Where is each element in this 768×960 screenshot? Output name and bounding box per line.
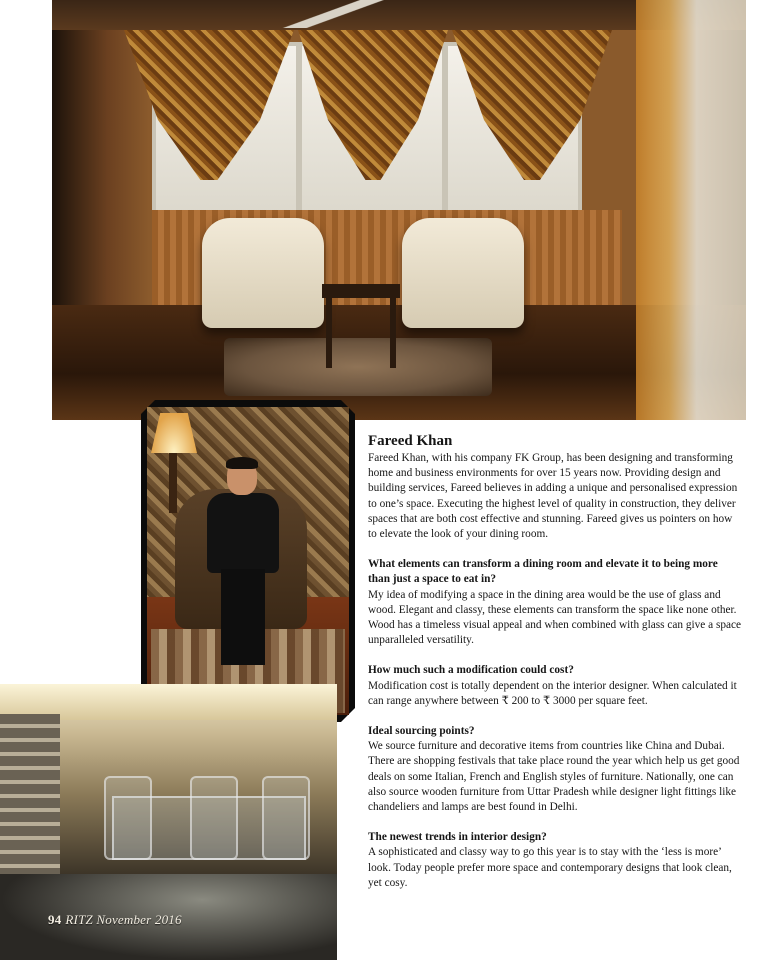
table-leg bbox=[390, 296, 396, 368]
table-lamp bbox=[151, 413, 197, 453]
seated-man bbox=[207, 459, 279, 659]
answer-paragraph: A sophisticated and classy way to go this year is to stay with the ‘less is more’ look. Today people prefer more space and contemporary designs that look clean, yet cosy. bbox=[368, 846, 732, 889]
intro-paragraph: Fareed Khan, with his company FK Group, has been designing and transforming home and business environments for over 15 years now. Providing design and building services, Fareed believes in adding a unique and personalised expression to one’s space. Executing the highest level of quality in construction, they deliver spaces that are both cost effective and stunning. Fareed gives us pointers on how to elevate the look of your dining room. bbox=[368, 452, 738, 541]
question-heading: The newest trends in interior design? bbox=[368, 831, 547, 844]
lamp-stand bbox=[169, 453, 177, 513]
ceiling-fan bbox=[264, 0, 424, 28]
hair bbox=[226, 457, 258, 469]
answer-paragraph: We source furniture and decorative items from countries like China and Dubai. There are shopping festivals that take place round the year which help us get good deals on some Italian, French and English styles of furniture. Nationally, one can also source wooden furniture from Uttar Pradesh while designer light fittings like chandeliers and lamps are best found in Delhi. bbox=[368, 740, 740, 814]
table-leg bbox=[326, 296, 332, 368]
question-heading: Ideal sourcing points? bbox=[368, 725, 475, 738]
acrylic-chair bbox=[262, 776, 310, 860]
glass-wall-curtain bbox=[636, 0, 746, 420]
answer-paragraph: Modification cost is totally dependent on the interior designer. When calculated it can range anywhere between ₹ 200 to ₹ 3000 per square feet. bbox=[368, 679, 737, 707]
acrylic-chair bbox=[190, 776, 238, 860]
armchair-left bbox=[202, 218, 324, 328]
page-number: 94 bbox=[48, 912, 62, 927]
chess-table bbox=[322, 284, 400, 298]
suit bbox=[207, 493, 279, 573]
article-column bbox=[368, 432, 742, 891]
magazine-issue: RITZ November 2016 bbox=[65, 912, 182, 927]
question-heading: How much such a modification could cost? bbox=[368, 664, 574, 677]
page-folio bbox=[48, 912, 182, 928]
portrait-photo bbox=[147, 407, 349, 715]
shelf-unit bbox=[0, 714, 60, 894]
question-heading: What elements can transform a dining room and elevate it to being more than just a space to eat in? bbox=[368, 558, 718, 586]
legs bbox=[221, 569, 265, 665]
shag-rug bbox=[224, 338, 492, 396]
living-room-photo bbox=[52, 0, 746, 420]
article-title: Fareed Khan bbox=[368, 433, 453, 449]
armchair-right bbox=[402, 218, 524, 328]
acrylic-chair bbox=[104, 776, 152, 860]
answer-paragraph: My idea of modifying a space in the dining area would be the use of glass and wood. Elegant and classy, these elements can transform the space like none other. Wood has a timeless visual appeal and when combined with glass can give a space unparalleled versatility. bbox=[368, 588, 742, 647]
